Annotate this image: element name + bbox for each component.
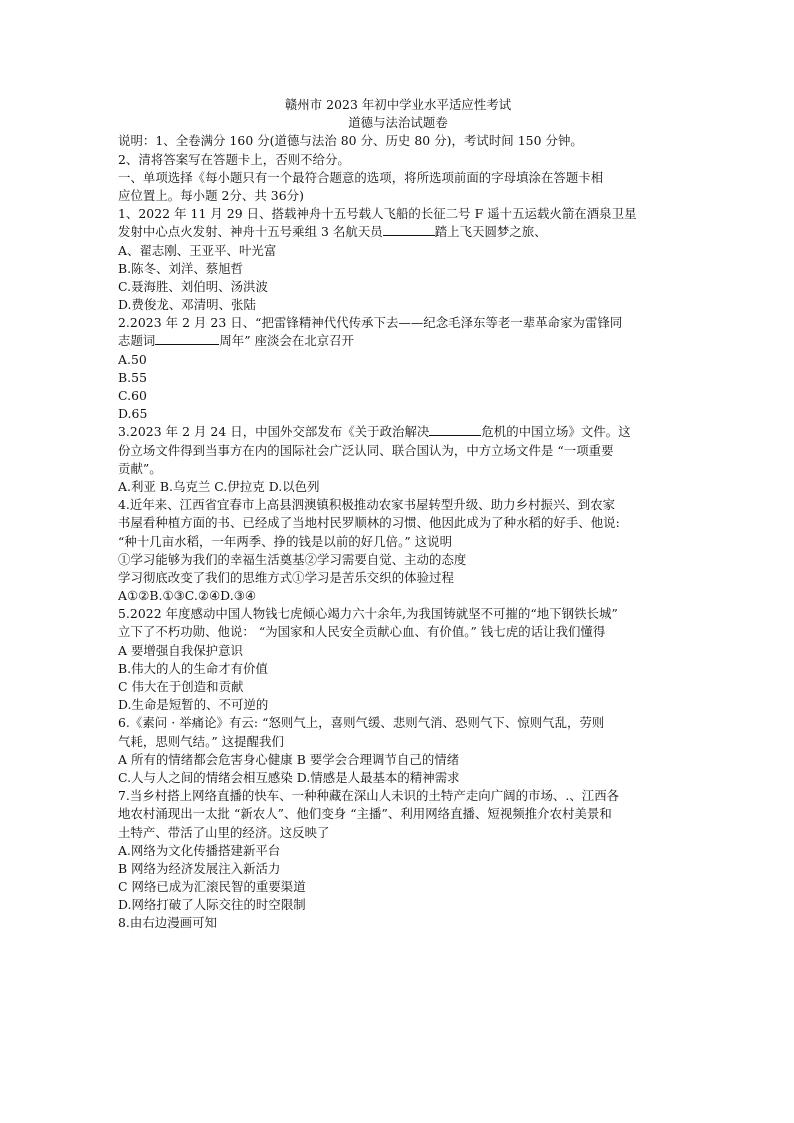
q5-option-d: D.生命是短暂的、不可逆的 xyxy=(118,697,269,713)
exam-title: 赣州市 2023 年初中学业水平适应性考试 xyxy=(284,97,512,112)
q1-stem-line-2 xyxy=(118,223,678,241)
q3-stem-part-b: 危机的中国立场》文件。这 xyxy=(481,424,631,440)
q7-stem-line-1: 7.当乡村搭上网络直播的快车、一种种藏在深山人未识的土特产走向广阔的市场、.、江西各 xyxy=(118,788,620,804)
q6-options-cd: C.人与人之间的情绪会相互感染 D.情感是人最基本的精神需求 xyxy=(118,769,460,785)
q1-option-b: B.陈冬、刘洋、蔡旭哲 xyxy=(118,260,244,276)
q4-stem-line-3: “种十几亩水稻，一年两季、挣的钱是以前的好几倍。” 这说明 xyxy=(118,533,453,549)
exam-content xyxy=(118,96,678,933)
q3-stem-part-a: 3.2023 年 2 月 24 日，中国外交部发布《关于政治解决 xyxy=(118,424,430,440)
q4-options: A①②B.①③C.②④D.③④ xyxy=(118,588,257,604)
section-heading-line-2: 应位置上。每小题 2分、共 36分) xyxy=(118,187,304,203)
q3-stem-line-3: 贡献”。 xyxy=(118,460,162,476)
q7-option-c: C 网络已成为汇滚民智的重要渠道 xyxy=(118,879,306,895)
q6-options-ab: A 所有的情绪都会危害身心健康 B 要学会合理调节自己的情绪 xyxy=(118,751,460,767)
q7-stem-line-2: 地农村涌现出一太批 “新农人”、他们变身 “主播”、利用网络直播、短视频推介农村美景和 xyxy=(118,806,612,822)
q2-stem-line-2 xyxy=(118,332,678,350)
q1-answer-blank xyxy=(383,223,435,236)
q1-stem-line-1: 1、2022 年 11 月 29 日、搭载神舟十五号载人飞船的长征二号 F 遥十五运载火箭在酒泉卫星 xyxy=(118,206,637,222)
q7-option-b: B 网络为经济发展注入新活力 xyxy=(118,860,281,876)
q2-stem-part-b: 周年” 座淡会在北京召开 xyxy=(219,333,355,349)
q6-stem-line-2: 气耗，思则气结。” 这提醒我们 xyxy=(118,733,284,749)
q1-option-c: C.聂海胜、刘伯明、汤洪波 xyxy=(118,278,268,294)
section-heading-line-1: 一、单项选择《每小题只有一个最符合题意的选项，将所选项前面的字母填涂在答题卡相 xyxy=(118,169,604,185)
q2-option-c: C.60 xyxy=(118,388,147,403)
q1-stem-part-b: 踏上飞天圆梦之旅、 xyxy=(434,224,547,240)
q7-option-d: D.网络打破了人际交往的时空限制 xyxy=(118,897,306,913)
q3-options: A.利亚 B.乌克兰 C.伊拉克 D.以色列 xyxy=(118,478,320,494)
q5-option-b: B.伟大的人的生命才有价值 xyxy=(118,660,268,676)
q4-stem-line-4: ①学习能够为我们的幸福生活奠基②学习需要自觉、主动的态度 xyxy=(118,551,467,567)
q1-option-a: A、翟志刚、王亚平、叶光富 xyxy=(118,242,277,258)
q4-stem-line-2: 书屋看种植方面的书、已经成了当地村民罗顺林的习惯、他因此成为了种水稻的好手、他说: xyxy=(118,515,620,531)
q1-stem-part-a: 发射中心点火发射、神舟十五号乘组 3 名航天员 xyxy=(118,224,383,240)
q2-option-a: A.50 xyxy=(118,351,147,367)
q7-stem-line-3: 土特产、带活了山里的经济。这反映了 xyxy=(118,824,330,840)
q3-stem-line-1 xyxy=(118,423,678,441)
q1-option-d: D.费俊龙、邓清明、张陆 xyxy=(118,297,256,313)
instructions-line-2: 2、清将答案写在答题卡上，否则不给分。 xyxy=(118,151,350,167)
q2-option-b: B.55 xyxy=(118,369,148,385)
q5-stem-line-1: 5.2022 年度感动中国人物钱七虎倾心竭力六十余年,为我国铸就坚不可摧的“地下钢铁长城” xyxy=(118,606,618,622)
q2-option-d: D.65 xyxy=(118,406,148,422)
q3-answer-blank xyxy=(429,423,481,436)
q3-stem-line-2: 份立场文件得到当事方在内的国际社会广泛认同、联合国认为，中方立场文件是 “一项重要 xyxy=(118,442,614,458)
q7-option-a: A.网络为文化传播搭建新平台 xyxy=(118,842,281,858)
q6-stem-line-1: 6.《素问 · 举痛论》有云: “怒则气上，喜则气缓、悲则气消、恐则气下、惊则气乱，劳则 xyxy=(118,715,605,731)
q4-stem-line-1: 4.近年来、江西省宜春市上高县泗澳镇积极推动农家书屋转型升级、助力乡村振兴、到农家 xyxy=(118,497,616,513)
q5-option-a: A 要增强自我保护意识 xyxy=(118,642,243,658)
q8-stem-line-1: 8.由右边漫画可知 xyxy=(118,915,218,931)
instructions-line-1: 说明：1、全卷满分 160 分(道德与法治 80 分、历史 80 分)，考试时间 150 分钟。 xyxy=(118,133,583,149)
q5-option-c: C 伟大在于创造和贡献 xyxy=(118,679,244,694)
q5-stem-line-2: 立下了不朽功勋、他说： “为国家和人民安全贡献心血、有价值。” 钱七虎的话让我们懂得 xyxy=(118,624,606,640)
q4-stem-line-5: 学习彻底改变了我们的思维方式①学习是苦乐交织的体验过程 xyxy=(118,569,454,585)
q2-answer-blank xyxy=(155,332,219,345)
q2-stem-part-a: 志题词 xyxy=(118,333,156,349)
q2-stem-line-1: 2.2023 年 2 月 23 日、“把雷锋精神代代传承下去——纪念毛泽东等老一辈革命家为雷锋同 xyxy=(118,315,623,331)
exam-subtitle: 道德与法治试题卷 xyxy=(348,115,448,131)
